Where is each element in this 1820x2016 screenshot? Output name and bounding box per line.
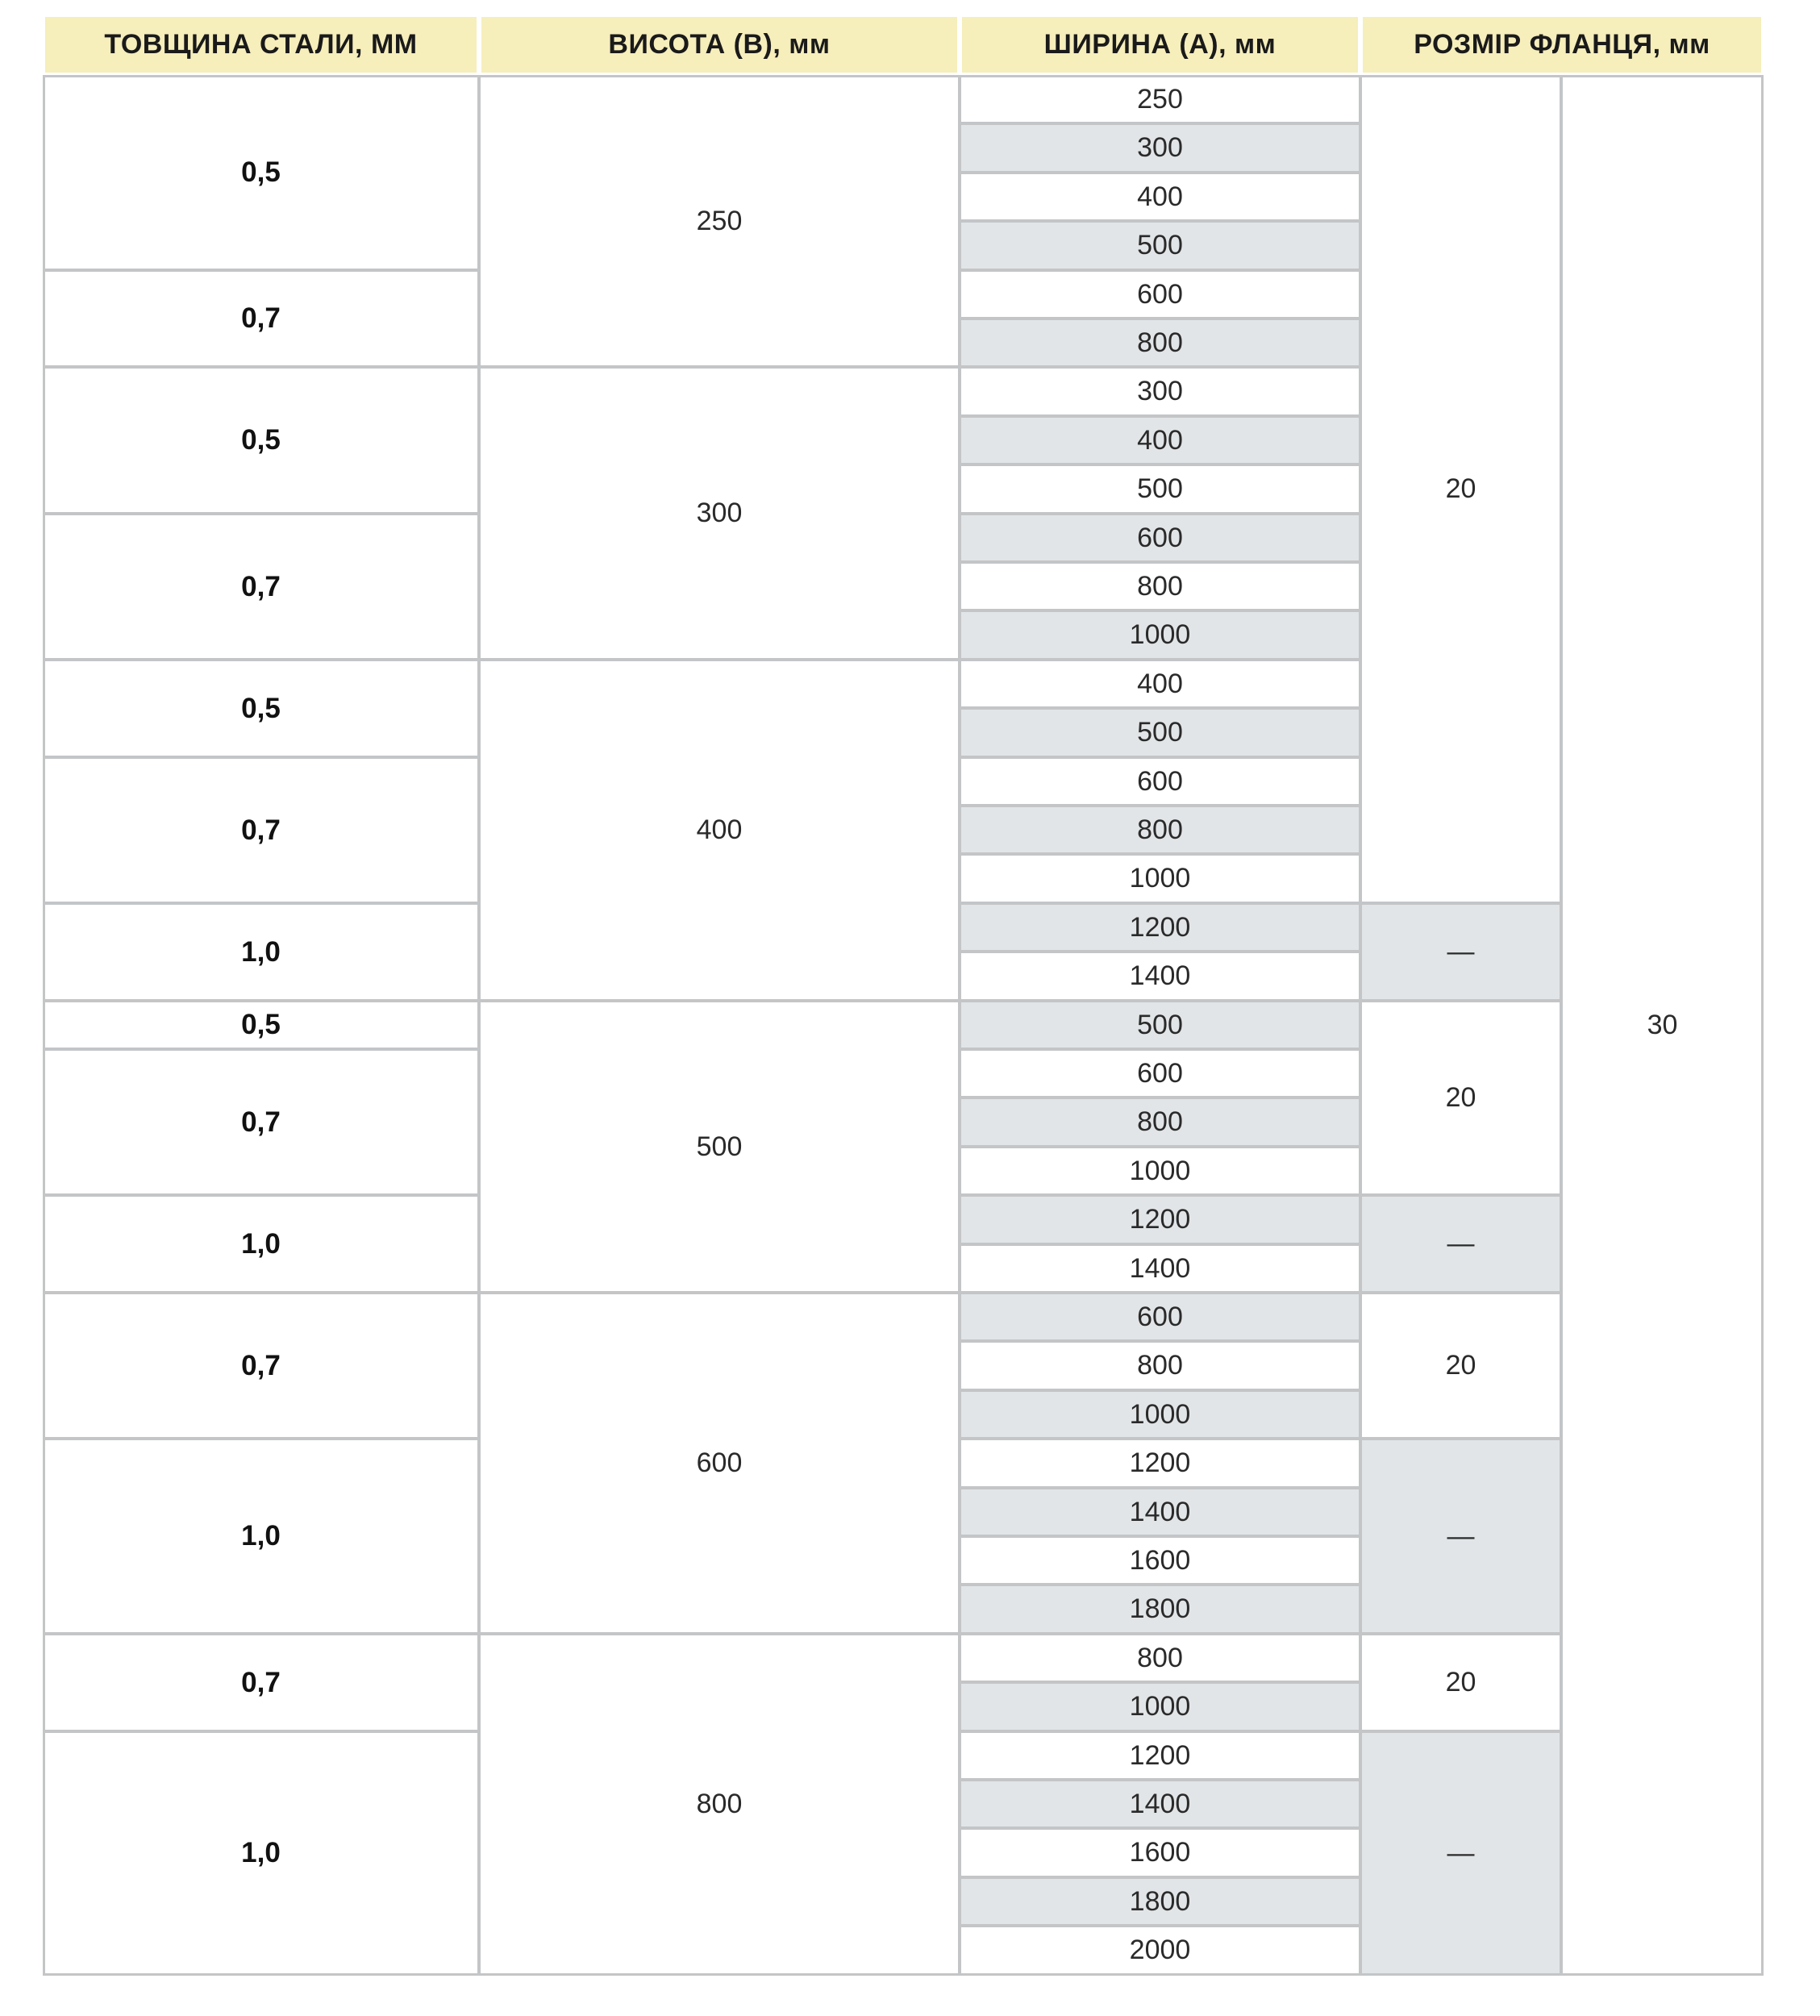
width-cell: 600 — [960, 757, 1360, 806]
height-cell: 500 — [479, 1001, 960, 1293]
width-cell: 1000 — [960, 1147, 1360, 1195]
thickness-cell: 0,5 — [43, 75, 479, 270]
width-cell: 600 — [960, 1293, 1360, 1341]
width-cell: 1400 — [960, 1488, 1360, 1536]
width-cell: 400 — [960, 416, 1360, 464]
width-cell: 600 — [960, 270, 1360, 319]
width-cell: 1000 — [960, 610, 1360, 660]
width-cell: 1000 — [960, 1682, 1360, 1731]
header-flange: РОЗМІР ФЛАНЦЯ, мм — [1360, 15, 1764, 75]
thickness-cell: 0,7 — [43, 270, 479, 367]
header-thickness: ТОВЩИНА СТАЛИ, ММ — [43, 15, 479, 75]
width-cell: 400 — [960, 660, 1360, 708]
width-cell: 500 — [960, 1001, 1360, 1049]
width-cell: 1800 — [960, 1877, 1360, 1926]
thickness-cell: 0,7 — [43, 1049, 479, 1195]
flange-large-cell: 30 — [1561, 75, 1764, 1975]
header-width: ШИРИНА (А), мм — [960, 15, 1360, 75]
flange-cell: — — [1360, 1439, 1561, 1634]
flange-cell: 20 — [1360, 1293, 1561, 1439]
thickness-cell: 0,7 — [43, 1293, 479, 1439]
width-cell: 300 — [960, 123, 1360, 173]
width-cell: 1000 — [960, 1390, 1360, 1439]
dimensions-table — [43, 15, 1764, 1976]
width-cell: 1800 — [960, 1585, 1360, 1634]
width-cell: 2000 — [960, 1926, 1360, 1975]
height-cell: 400 — [479, 660, 960, 1001]
width-cell: 1400 — [960, 1780, 1360, 1828]
width-cell: 400 — [960, 173, 1360, 221]
thickness-cell: 1,0 — [43, 1731, 479, 1975]
width-cell: 1200 — [960, 1195, 1360, 1244]
thickness-cell: 1,0 — [43, 1439, 479, 1634]
thickness-cell: 0,7 — [43, 1634, 479, 1731]
width-cell: 800 — [960, 1098, 1360, 1147]
width-cell: 600 — [960, 514, 1360, 562]
width-cell: 1200 — [960, 903, 1360, 952]
thickness-cell: 0,5 — [43, 1001, 479, 1049]
width-cell: 1600 — [960, 1536, 1360, 1585]
flange-cell: 20 — [1360, 1634, 1561, 1731]
width-cell: 800 — [960, 1634, 1360, 1682]
width-cell: 1400 — [960, 952, 1360, 1001]
width-cell: 1200 — [960, 1731, 1360, 1780]
width-cell: 1000 — [960, 854, 1360, 903]
height-cell: 300 — [479, 367, 960, 660]
width-cell: 1600 — [960, 1828, 1360, 1877]
width-cell: 250 — [960, 75, 1360, 123]
width-cell: 1200 — [960, 1439, 1360, 1488]
flange-cell: — — [1360, 1731, 1561, 1975]
width-cell: 800 — [960, 562, 1360, 610]
height-cell: 800 — [479, 1634, 960, 1975]
thickness-cell: 0,5 — [43, 367, 479, 514]
flange-cell: — — [1360, 903, 1561, 1001]
width-cell: 800 — [960, 319, 1360, 367]
height-cell: 600 — [479, 1293, 960, 1634]
flange-cell: — — [1360, 1195, 1561, 1293]
width-cell: 600 — [960, 1049, 1360, 1098]
flange-cell: 20 — [1360, 75, 1561, 903]
width-cell: 800 — [960, 806, 1360, 854]
header-height: ВИСОТА (В), мм — [479, 15, 960, 75]
thickness-cell: 0,7 — [43, 757, 479, 903]
width-cell: 1400 — [960, 1244, 1360, 1293]
width-cell: 500 — [960, 221, 1360, 270]
flange-cell: 20 — [1360, 1001, 1561, 1195]
thickness-cell: 0,5 — [43, 660, 479, 757]
width-cell: 500 — [960, 708, 1360, 757]
thickness-cell: 1,0 — [43, 1195, 479, 1293]
width-cell: 800 — [960, 1341, 1360, 1390]
thickness-cell: 1,0 — [43, 903, 479, 1001]
thickness-cell: 0,7 — [43, 514, 479, 660]
height-cell: 250 — [479, 75, 960, 367]
width-cell: 500 — [960, 464, 1360, 514]
width-cell: 300 — [960, 367, 1360, 416]
